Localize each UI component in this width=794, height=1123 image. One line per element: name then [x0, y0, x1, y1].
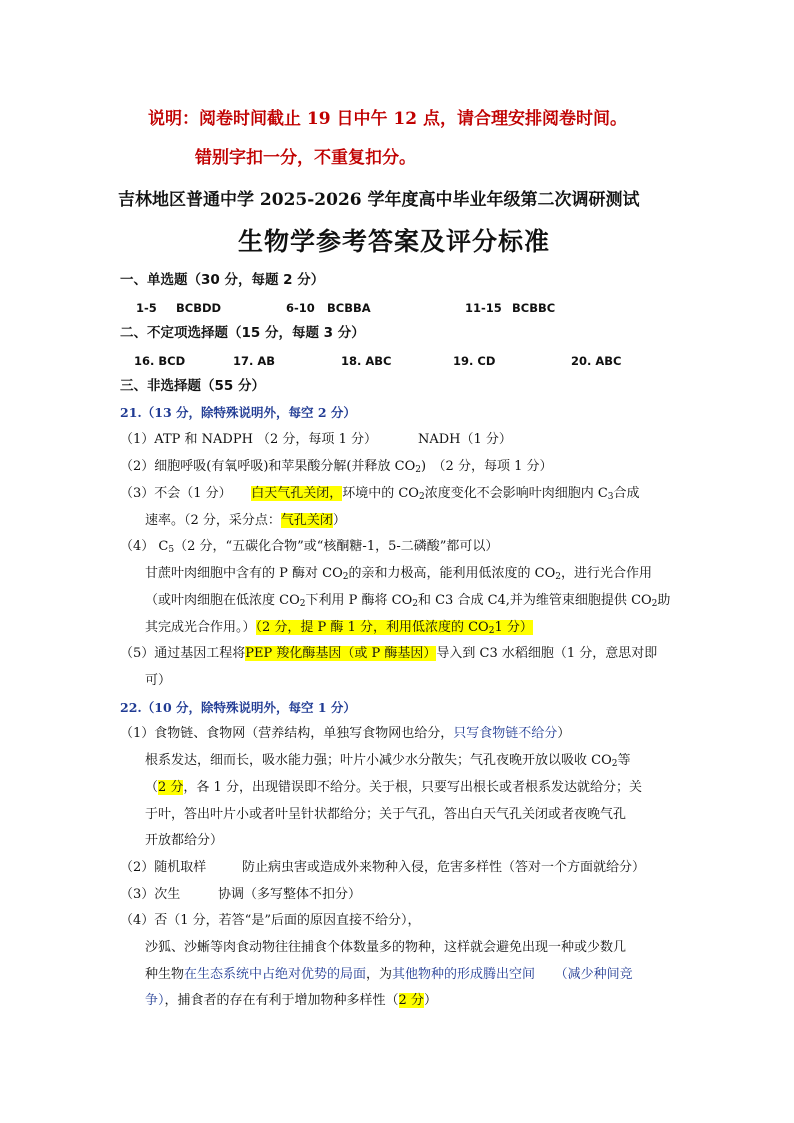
q21-heading: 21.（13 分，除特殊说明外，每空 2 分） [120, 405, 356, 420]
q22-part1-answer: （1）食物链、食物网（营养结构，单独写食物网也给分，只写食物链不给分） [120, 726, 571, 741]
q22-heading: 22.（10 分，除特殊说明外，每空 1 分） [120, 700, 356, 715]
answer-group-value: BCBBA [327, 301, 371, 315]
answer-group-range: 11-15 [465, 301, 502, 315]
q21-part3-answer: （3）不会（1 分） 白天气孔关闭，环境中的 $CO_2$浓度变化不会影响叶肉细胞内 $C_3$合成 [120, 486, 640, 502]
answer-group-range: 6-10 [286, 301, 315, 315]
highlight: 2 分 [398, 993, 424, 1008]
q21-part2-answer: （2）细胞呼吸(有氧呼吸)和苹果酸分解(并释放 $CO_2$) （2 分，每项 1 分） [120, 459, 553, 475]
q21-part1-answer: （1）ATP 和 NADPH （2 分，每项 1 分） [120, 432, 377, 447]
highlight: PEP 羧化酶基因（或 P 酶基因） [245, 646, 437, 661]
q21-part3-scoring: 速率。（2 分，采分点：气孔关闭） [145, 513, 346, 528]
exam-subtitle: 吉林地区普通中学 2025-2026 学年度高中毕业年级第二次调研测试 [118, 190, 640, 210]
section1-heading: 一、单选题（30 分，每题 2 分） [120, 272, 325, 288]
highlight: 白天气孔关闭， [251, 486, 343, 501]
answer-group-value: BCBBC [512, 301, 556, 315]
highlight: 2 分 [158, 780, 184, 795]
q21-part4-answer: （4） $C_5(2$ 分，“五碳化合物”或“核酮糖-1，5-二磷酸”都可以） [120, 539, 499, 555]
q22-part1-line5: 开放都给分） [145, 833, 224, 848]
q22-part1-line4: 于叶，答出叶片小或者叶呈针状都给分；关于气孔，答出白天气孔关闭或者夜晚气孔 [145, 807, 627, 822]
q22-part4-answer: （4）否（1 分，若答“是”后面的原因直接不给分）， [120, 913, 421, 928]
q21-part4-line3: （或叶肉细胞在低浓度 $CO_2$下利用 P 酶将 $CO_2$和 C3 合成 C4,并为维管束细胞提供 $CO_2$助 [145, 593, 671, 609]
q21-part5-line2: 可） [145, 673, 172, 688]
q22-part3-answer-b: 协调（多写整体不扣分） [218, 887, 362, 902]
q21-part4-line4: 其完成光合作用。）（2 分，提 P 酶 1 分，利用低浓度的 $CO_21$ 分） [145, 620, 533, 636]
section2-heading: 二、不定项选择题（15 分，每题 3 分） [120, 325, 365, 341]
answer-group-value: BCBDD [176, 301, 222, 315]
q21-part1-answer-b: NADH（1 分） [418, 432, 512, 447]
answer-item: 18. ABC [341, 354, 392, 368]
notice-line-2: 错别字扣一分，不重复扣分。 [195, 148, 416, 168]
q21-part5-answer: （5）通过基因工程将PEP 羧化酶基因（或 P 酶基因）导入到 C3 水稻细胞（1 分，意思对即 [120, 646, 658, 661]
q22-part3-answer: （3）次生 [120, 887, 181, 902]
answer-item: 17. AB [233, 354, 276, 368]
notice-line-1: 说明：阅卷时间截止 19 日中午 12 点，请合理安排阅卷时间。 [148, 109, 627, 129]
q22-part4-line3: 种生物在生态系统中占绝对优势的局面，为其他物种的形成腾出空间 （减少种间竞 [145, 967, 633, 982]
q22-part2-answer-b: 防止病虫害或造成外来物种入侵，危害多样性（答对一个方面就给分） [242, 860, 646, 875]
answer-item: 16. BCD [134, 354, 186, 368]
answer-item: 19. CD [453, 354, 496, 368]
q22-part1-line3: （2 分，各 1 分，出现错误即不给分。关于根，只要写出根长或者根系发达就给分；关 [145, 780, 642, 795]
answer-item: 20. ABC [571, 354, 622, 368]
q21-part4-line2: 甘蔗叶肉细胞中含有的 P 酶对 $CO_2$的亲和力极高，能利用低浓度的 $CO_2$，进行光合作用 [145, 566, 652, 582]
q22-part2-answer: （2）随机取样 [120, 860, 207, 875]
answer-group-range: 1-5 [136, 301, 157, 315]
highlight: （2 分，提 P 酶 1 分，利用低浓度的 $CO_21$ 分） [255, 620, 533, 636]
q22-part4-line4: 争），捕食者的存在有利于增加物种多样性（2 分） [145, 993, 437, 1008]
page-title: 生物学参考答案及评分标准 [238, 227, 551, 256]
highlight: 气孔关闭 [280, 513, 333, 528]
section3-heading: 三、非选择题（55 分） [120, 378, 265, 394]
q22-part1-line2: 根系发达，细而长，吸水能力强；叶片小减少水分散失；气孔夜晚开放以吸收 $CO_2$等 [145, 753, 631, 769]
q22-part4-line2: 沙狐、沙蜥等肉食动物往往捕食个体数量多的物种，这样就会避免出现一种或少数几 [145, 940, 627, 955]
